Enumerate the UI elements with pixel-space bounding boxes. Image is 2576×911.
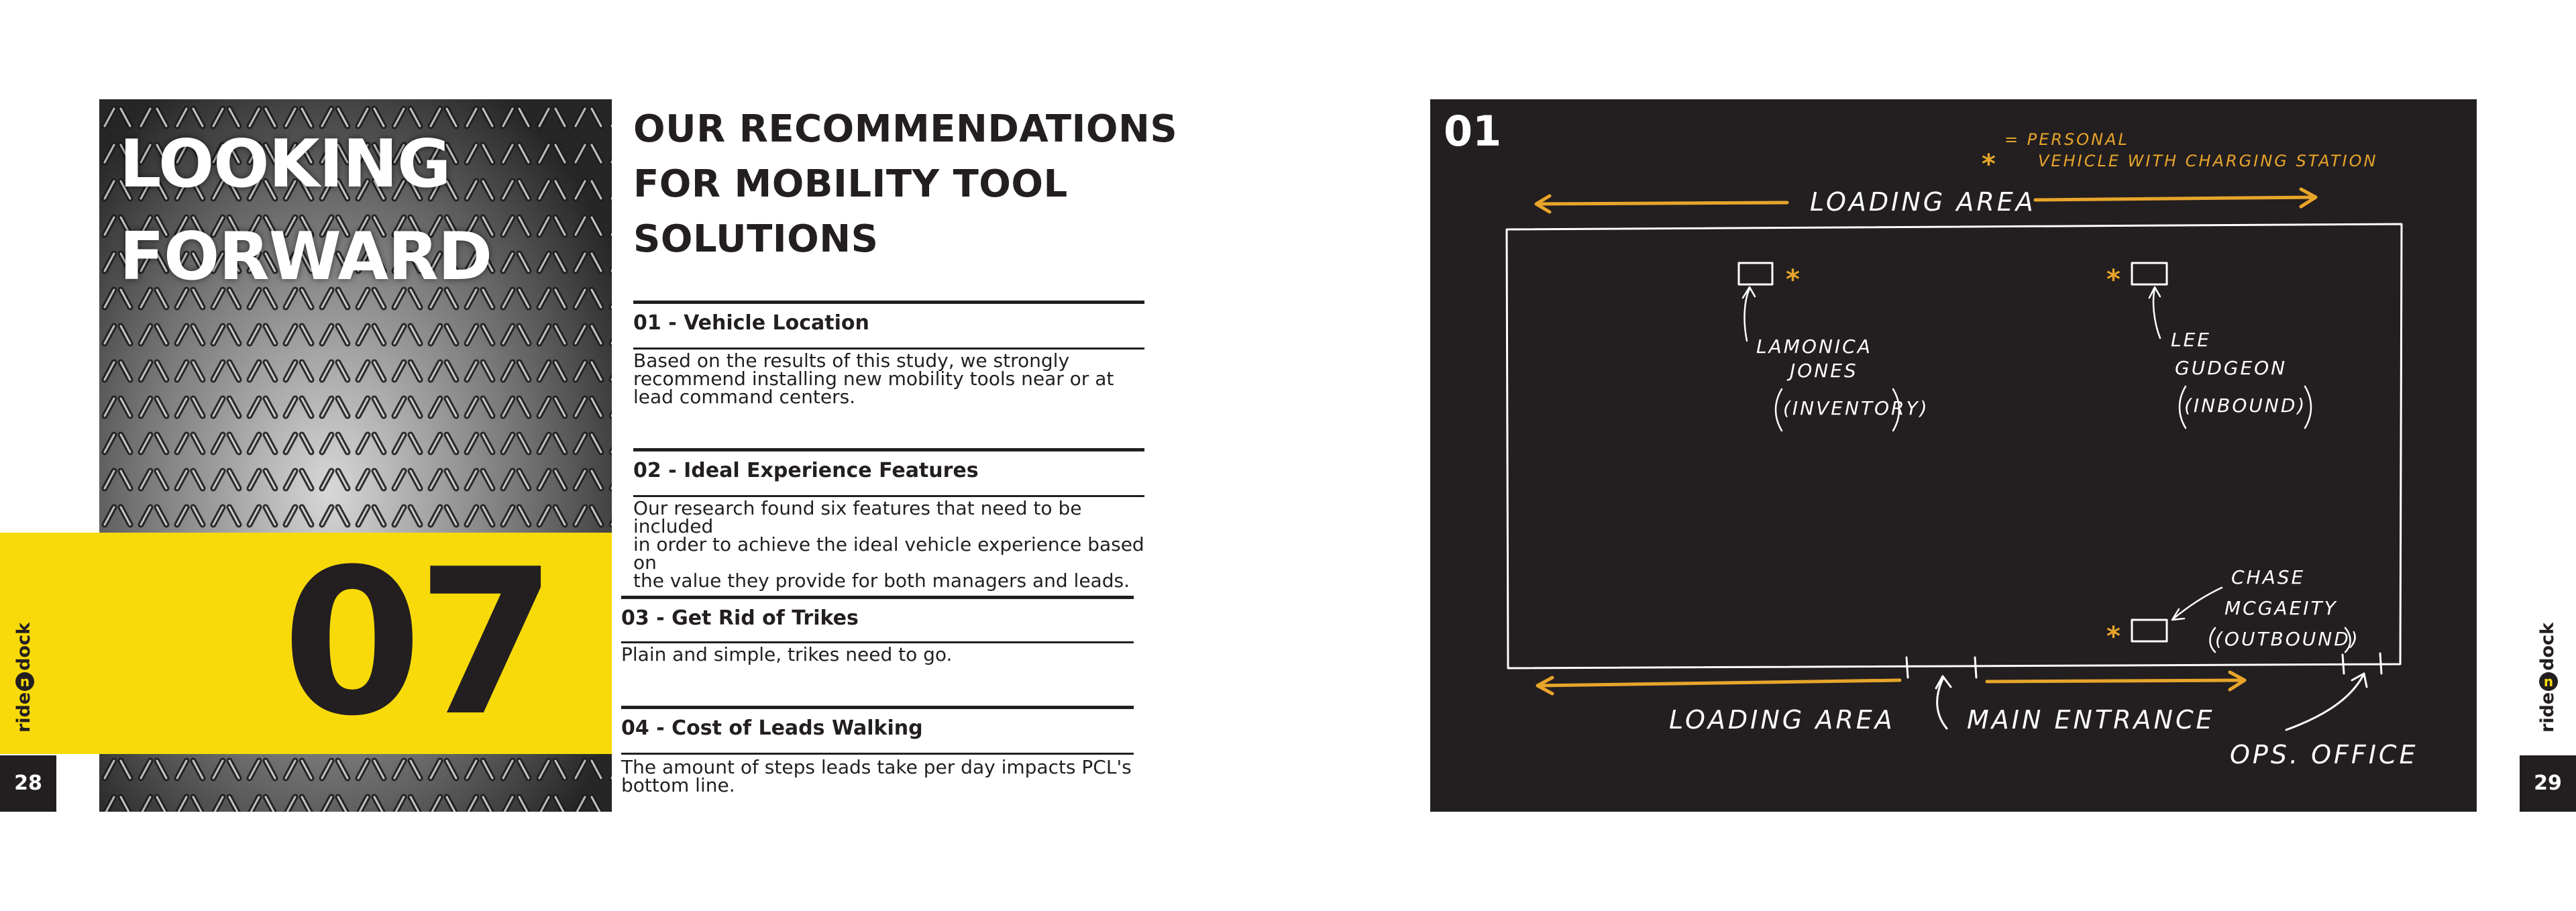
recommendation-body: Plain and simple, trikes need to go. [621,643,953,665]
recommendation-heading: 04 - Cost of Leads Walking [621,716,923,740]
legend-line: = PERSONAL [2004,130,2129,149]
chapter-band [0,526,612,760]
hero-title-line: LOOKING [119,126,451,203]
divider [633,301,1144,304]
person-role: (INVENTORY) [1783,397,1929,419]
person-role: (OUTBOUND) [2215,628,2360,650]
recommendation-body: The amount of steps leads take per day impacts PCL's bottom line. [621,756,1132,796]
charging-star-icon: * [2106,264,2121,295]
legend-star-icon: * [1982,149,1996,180]
recommendation-heading: 01 - Vehicle Location [633,311,869,335]
recommendation-heading: 03 - Get Rid of Trikes [621,606,859,630]
loading-area-bottom-label: LOADING AREA [1669,705,1895,735]
person-name: LEE [2171,329,2211,351]
section-title [633,102,1190,267]
section-title-line: OUR RECOMMENDATIONS [633,107,1178,151]
recommendation-heading: 02 - Ideal Experience Features [633,459,979,482]
board-number: 01 [1444,107,1502,156]
page-number: 29 [2520,755,2576,812]
charging-star-icon: * [1786,264,1800,295]
legend-line: VEHICLE WITH CHARGING STATION [2038,152,2378,170]
divider [621,753,1134,755]
person-name: GUDGEON [2175,357,2288,379]
recommendation-item [633,448,1144,592]
vehicle-box [2132,620,2167,641]
divider [621,596,1134,599]
loading-area-top-label: LOADING AREA [1810,187,2036,217]
page-number: 28 [0,755,56,812]
chalkboard-sketch [1430,99,2477,812]
recommendation-body: Our research found six features that need to be included in order to achieve the ideal vehicle experience based on the value they provide for both managers and leads. [633,497,1144,592]
hero-title [119,118,492,303]
person-name: JONES [1790,360,1858,382]
ride-n-dock-logo: ridendock [13,622,34,733]
person-role: (INBOUND) [2184,394,2307,417]
vehicle-box [1739,263,1772,284]
recommendation-item [621,596,1134,676]
divider [621,706,1134,709]
vehicle-box [2132,263,2167,284]
ride-n-dock-logo: ridendock [2537,622,2558,733]
recommendation-item [621,706,1134,806]
main-entrance-label: MAIN ENTRANCE [1967,705,2215,735]
person-name: MCGAEITY [2224,597,2338,619]
warehouse-floor-sketch [1430,99,2477,812]
section-title-line: FOR MOBILITY TOOL [633,162,1068,206]
section-title-line: SOLUTIONS [633,217,879,261]
recommendation-body: Based on the results of this study, we strongly recommend installing new mobility tools near or at lead command centers. [633,350,1114,408]
recommendation-item [633,301,1144,415]
person-name: CHASE [2231,566,2306,588]
divider [633,448,1144,451]
person-name: LAMONICA [1756,335,1872,358]
hero-title-line: FORWARD [119,219,492,295]
chapter-number: 07 [282,526,551,760]
ops-office-label: OPS. OFFICE [2230,740,2418,769]
charging-star-icon: * [2106,621,2121,652]
